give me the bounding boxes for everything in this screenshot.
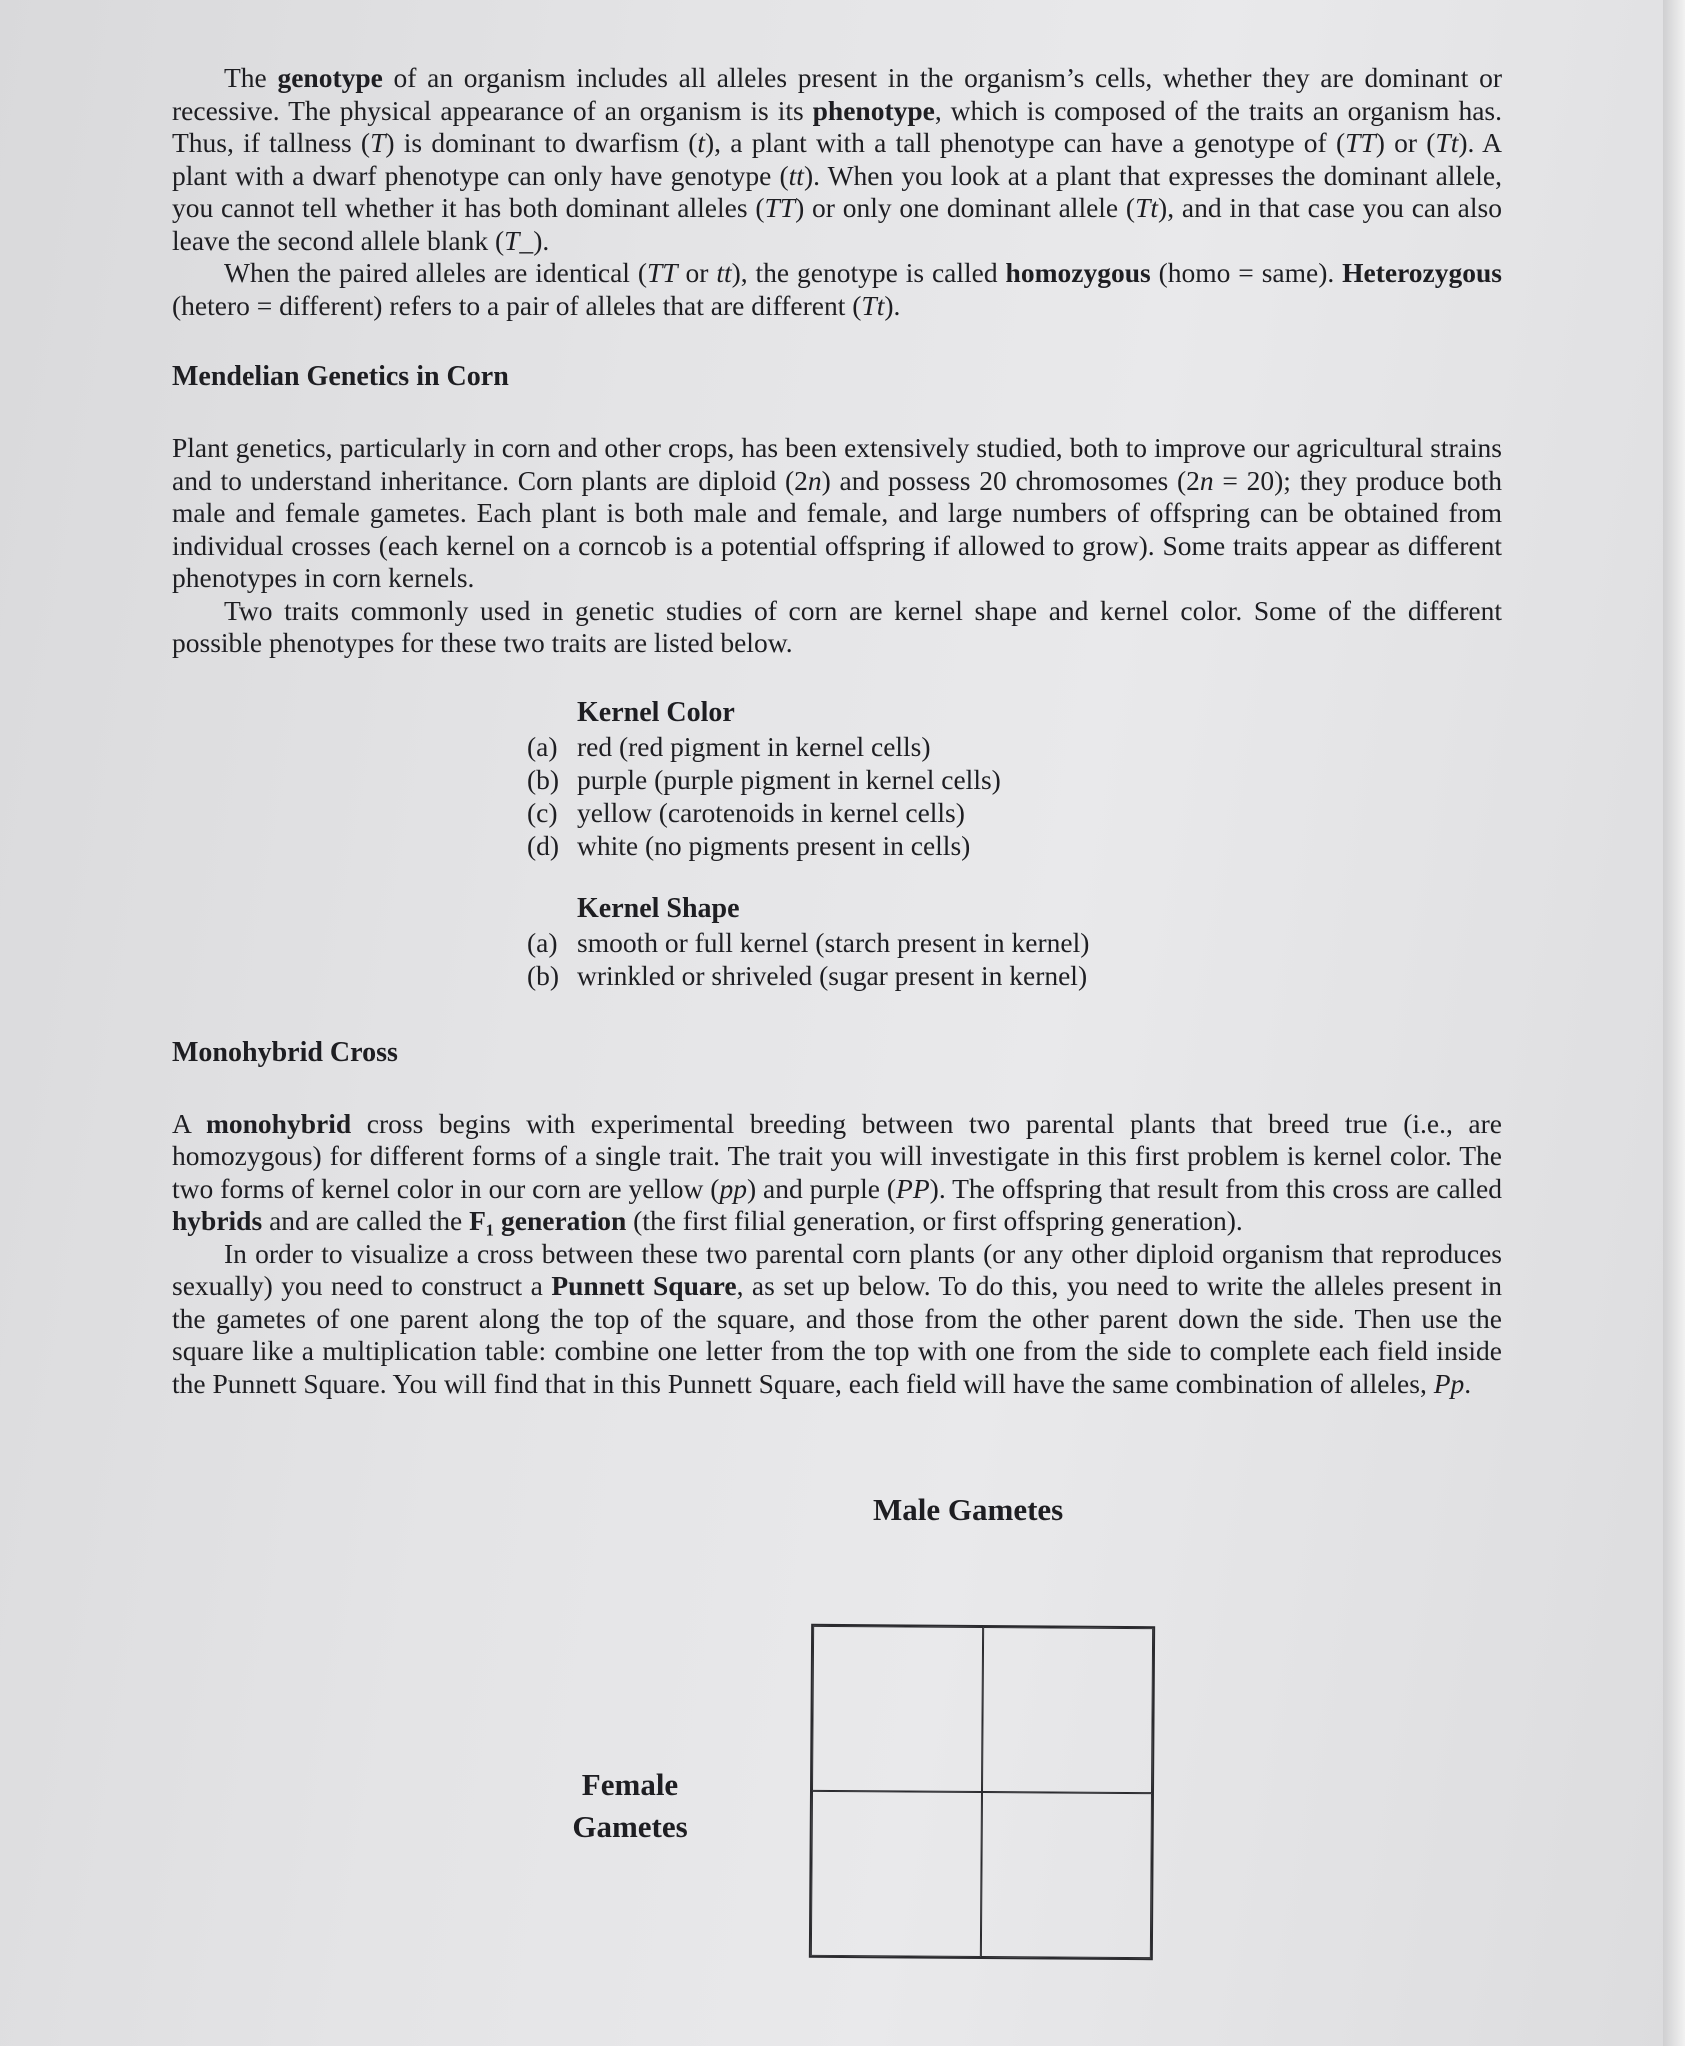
italic-term: n [807, 464, 822, 496]
text-run: (the first filial generation, or first offspring generation). [626, 1205, 1243, 1236]
italic-term: T [370, 127, 386, 158]
text-run: ), and in that case you can also leave the second allele blank ( [172, 192, 1502, 256]
text-run: . [1464, 1367, 1472, 1399]
intro-paragraph-1 [172, 62, 1502, 257]
italic-term: tt [716, 257, 732, 288]
monohybrid-paragraph-1 [172, 1108, 1502, 1238]
text-run: Two traits commonly used in genetic studies of corn are kernel shape and kernel color. Some of the different possible phenotypes for these two traits are listed below. [172, 594, 1502, 658]
intro-paragraph-2 [172, 257, 1502, 322]
italic-term: TT [764, 192, 796, 223]
text-run: The [224, 62, 278, 93]
punnett-cell[interactable] [811, 1791, 982, 1957]
kernel-shape-list [527, 892, 1502, 992]
list-item: (b) wrinkled or shriveled (sugar present in kernel) [527, 959, 1088, 991]
male-gametes-label: Male Gametes [873, 1492, 1064, 1527]
kernel-color-heading: Kernel Color [577, 696, 735, 728]
text-run: cross begins with experimental breeding between two parental plants that breed true (i.e., are homozygous) for different forms of a single trait. The trait you will investigate in this first problem is kernel color. The two forms of kernel color in our corn are yellow ( [172, 1107, 1502, 1204]
text-run: ) is dominant to dwarfism ( [385, 127, 698, 158]
text-run: ) or ( [1375, 127, 1436, 158]
bold-term: phenotype [812, 94, 935, 126]
text-run: ), the genotype is called [731, 257, 1006, 288]
punnett-cell[interactable] [982, 1627, 1153, 1793]
italic-term: TT [647, 257, 678, 288]
text-run: (hetero = different) refers to a pair of alleles that are different ( [172, 289, 862, 321]
list-item: (a) red (red pigment in kernel cells) [527, 730, 931, 762]
corn-paragraph-2 [172, 595, 1502, 660]
bold-term: monohybrid [205, 1107, 352, 1139]
italic-term: Tt [1135, 192, 1159, 223]
italic-term: Tt [1435, 127, 1459, 158]
italic-term: Pp [1433, 1367, 1465, 1399]
italic-term: Tt [861, 289, 885, 321]
text-run: ) and possess 20 chromosomes (2 [821, 464, 1200, 496]
bold-term: homozygous [1005, 257, 1151, 288]
text-run: ). The offspring that result from this cross are called [929, 1172, 1502, 1204]
punnett-cell[interactable] [981, 1792, 1152, 1958]
italic-term: t [697, 127, 706, 158]
italic-term: tt [788, 159, 804, 191]
text-run: ). [884, 289, 901, 321]
bold-term: Punnett Square [551, 1270, 737, 1301]
italic-term: T_ [504, 224, 534, 256]
section-title-monohybrid: Monohybrid Cross [172, 1036, 398, 1068]
italic-term: TT [1345, 127, 1376, 158]
punnett-cell[interactable] [812, 1626, 983, 1792]
monohybrid-paragraph-2 [172, 1238, 1502, 1401]
kernel-shape-heading: Kernel Shape [577, 892, 740, 924]
punnett-square [809, 1624, 1155, 1960]
text-run: In order to visualize a cross between these two parental corn plants (or any other diploid organism that reproduces sexually) you need to construct a [172, 1237, 1502, 1301]
text-run: or [677, 257, 717, 288]
italic-term: n [1199, 464, 1214, 496]
text-run: Plant genetics, particularly in corn and other crops, has been extensively studied, both to improve our agricultural strains and to understand inheritance. Corn plants are diploid (2 [172, 432, 1502, 496]
document-body [172, 62, 1502, 1400]
list-item: (c) yellow (carotenoids in kernel cells) [527, 796, 965, 828]
text-run: (homo = same). [1150, 257, 1343, 288]
text-run: ). When you look at a plant that expresses the dominant allele, you cannot tell whether it has both dominant alleles ( [172, 159, 1502, 223]
text-run: ). [533, 224, 550, 256]
text-run: ). A plant with a dwarf phenotype can only have genotype ( [172, 127, 1502, 191]
text-run: ) or only one dominant allele ( [795, 192, 1136, 223]
text-run: , as set up below. To do this, you need to write the alleles present in the gametes of one parent along the top of the square, and those from the other parent down the side. Then use the square like a multiplication table: combine one letter from the top with one from the side to complete each field inside the Punnett Square. You will find that in this Punnett Square, each field will have the same combination of alleles, [172, 1270, 1502, 1399]
list-item: (a) smooth or full kernel (starch present in kernel) [527, 926, 1090, 958]
section-title-mendelian: Mendelian Genetics in Corn [172, 361, 509, 392]
italic-term: pp [719, 1172, 747, 1204]
list-item: (d) white (no pigments present in cells) [527, 829, 971, 861]
page-edge [1663, 0, 1685, 2046]
bold-term: Heterozygous [1342, 257, 1503, 288]
corn-paragraph-1 [172, 432, 1502, 595]
kernel-color-list [527, 696, 1502, 992]
bold-term: genotype [277, 62, 383, 93]
text-run: of an organism includes all alleles present in the organism’s cells, whether they are dominant or recessive. The physical appearance of an organism is its [172, 62, 1502, 126]
female-gametes-label: Female Gametes [572, 1767, 688, 1844]
italic-term: PP [896, 1172, 930, 1204]
list-item: (b) purple (purple pigment in kernel cells) [527, 763, 1001, 795]
text-run: ) and purple ( [746, 1172, 897, 1204]
bold-term: F₁ generation [469, 1205, 627, 1236]
text-run: A [172, 1107, 206, 1139]
text-run: and are called the [262, 1205, 470, 1236]
text-run: When the paired alleles are identical ( [224, 257, 648, 288]
text-run: = 20); they produce both male and female gametes. Each plant is both male and female, and large numbers of offspring can be obtained from individual crosses (each kernel on a corncob is a potential offspring if allowed to grow). Some traits appear as different phenotypes in corn kernels. [172, 464, 1502, 593]
text-run: ), a plant with a tall phenotype can have a genotype of ( [705, 127, 1346, 158]
bold-term: hybrids [172, 1205, 263, 1236]
text-run: , which is composed of the traits an organism has. Thus, if tallness ( [172, 94, 1502, 158]
